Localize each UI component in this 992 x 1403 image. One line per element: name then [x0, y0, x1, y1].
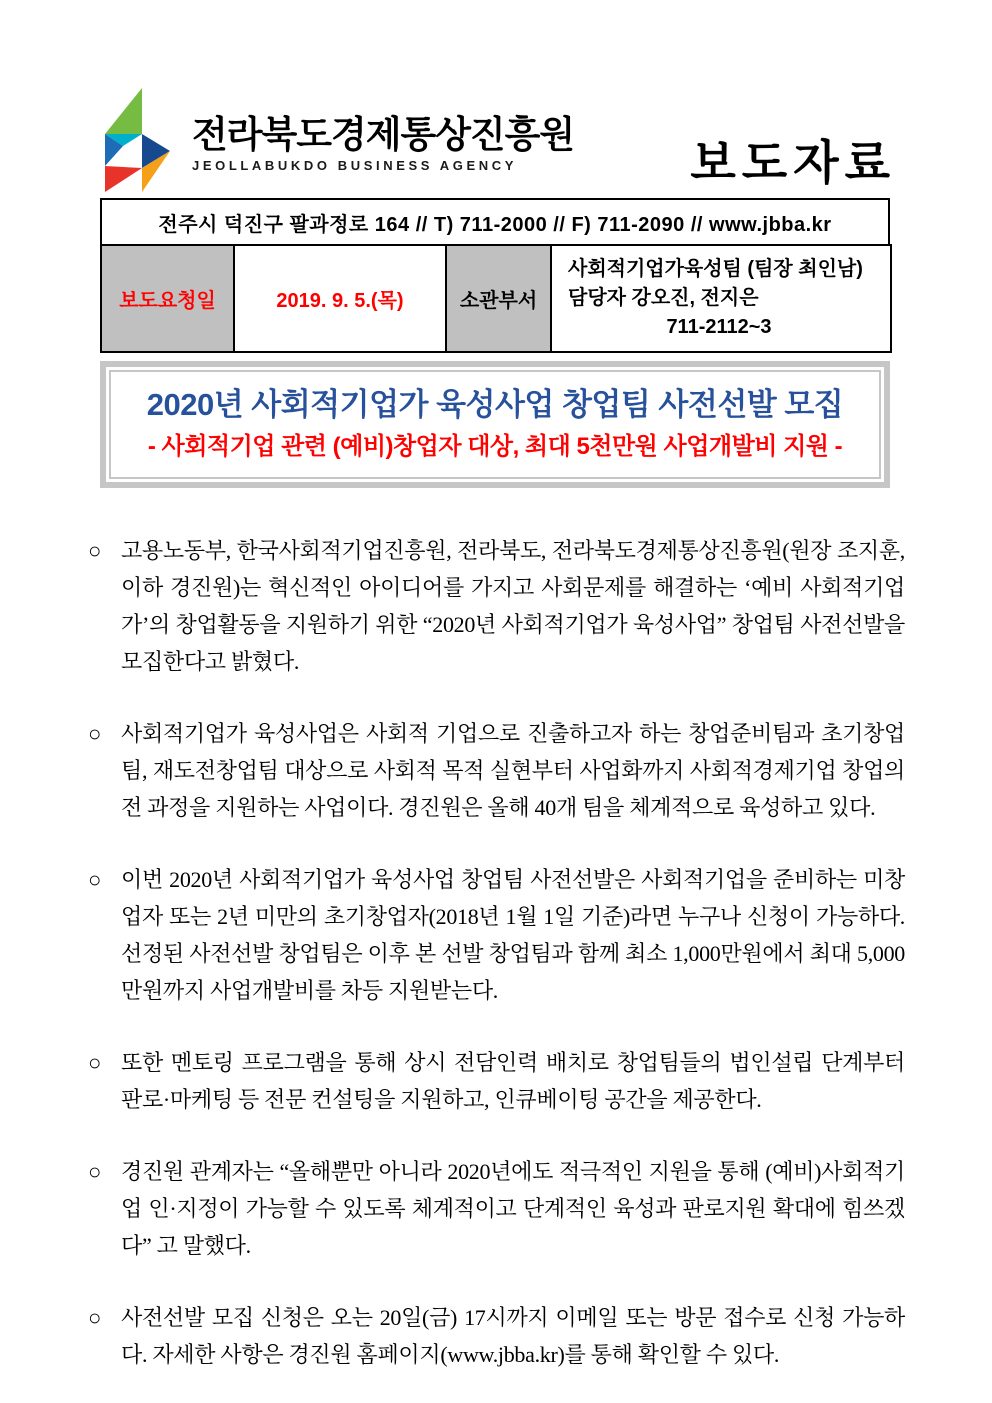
paragraph-text: 이번 2020년 사회적기업가 육성사업 창업팀 사전선발은 사회적기업을 준비하는 미창업자 또는 2년 미만의 초기창업자(2018년 1월 1일 기준)라면 누구나 신청이 가능하다. 선정된 사전선발 창업팀은 이후 본 선발 창업팀과 함께 최소 1,000만원에서 최대 5,000만원까지 사업개발비를 차등 지원받는다.: [121, 867, 905, 1003]
agency-logo-icon: [100, 88, 178, 194]
department-contacts: 담당자 강오진, 전지은: [568, 287, 759, 309]
headline: 2020년 사회적기업가 육성사업 창업팀 사전선발 모집: [146, 387, 844, 422]
agency-logo-text: [192, 109, 574, 173]
paragraph-bullet: ○: [88, 867, 102, 892]
paragraph-text: 사전선발 모집 신청은 오는 20일(금) 17시까지 이메일 또는 방문 접수로 신청 가능하다. 자세한 사항은 경진원 홈페이지(www.jbba.kr)를 통해 확인할 수 있다.: [121, 1305, 905, 1367]
paragraph-text: 사회적기업가 육성사업은 사회적 기업으로 진출하고자 하는 창업준비팀과 초기창업팀, 재도전창업팀 대상으로 사회적 목적 실현부터 사업화까지 사회적경제기업 창업의 전 과정을 지원하는 사업이다. 경진원은 올해 40개 팀을 체계적으로 육성하고 있다.: [121, 721, 905, 820]
body-paragraph: [88, 532, 905, 680]
request-date-value: 2019. 9. 5.(목): [234, 245, 446, 352]
department-label: 소관부서: [446, 245, 551, 352]
body-paragraph: [88, 861, 905, 1009]
paragraph-text: 또한 멘토링 프로그램을 통해 상시 전담인력 배치로 창업팀들의 법인설립 단계부터 판로·마케팅 등 전문 컨설팅을 지원하고, 인큐베이팅 공간을 제공한다.: [121, 1050, 905, 1112]
press-info-row: [101, 245, 891, 352]
department-team: 사회적기업가육성팀 (팀장 최인남): [568, 258, 863, 280]
body-paragraph: [88, 1299, 905, 1373]
body-paragraph: [88, 1044, 905, 1118]
paragraph-text: 고용노동부, 한국사회적기업진흥원, 전라북도, 전라북도경제통상진흥원(원장 조지훈, 이하 경진원)는 혁신적인 아이디어를 가지고 사회문제를 해결하는 ‘예비 사회적기업가’의 창업활동을 지원하기 위한 “2020년 사회적기업가 육성사업” 창업팀 사전선발을 모집한다고 밝혔다.: [121, 538, 905, 674]
press-info-table: [100, 244, 892, 353]
headline-box-inner: [109, 370, 881, 479]
paragraph-bullet: ○: [88, 721, 102, 746]
paragraph-bullet: ○: [88, 538, 102, 563]
body-paragraph: [88, 715, 905, 826]
department-phone: 711-2112~3: [666, 316, 772, 338]
paragraph-bullet: ○: [88, 1050, 102, 1075]
address-bar: [100, 198, 890, 246]
paragraph-text: 경진원 관계자는 “올해뿐만 아니라 2020년에도 적극적인 지원을 통해 (예비)사회적기업 인·지정이 가능할 수 있도록 체계적이고 단계적인 육성과 판로지원 확대에 힘쓰겠다” 고 말했다.: [121, 1159, 905, 1258]
subheadline: - 사회적기업 관련 (예비)창업자 대상, 최대 5천만원 사업개발비 지원 -: [147, 433, 843, 460]
paragraph-bullet: ○: [88, 1159, 102, 1184]
logo-triangle-red: [105, 166, 142, 192]
agency-name-english: JEOLLABUKDO BUSINESS AGENCY: [192, 158, 517, 173]
agency-name-korean: 전라북도경제통상진흥원: [192, 114, 575, 155]
body-text: [88, 532, 905, 1373]
body-paragraph: [88, 1153, 905, 1264]
paragraph-bullet: ○: [88, 1305, 102, 1330]
agency-logo: [100, 88, 574, 194]
headline-box: [100, 361, 890, 488]
request-date-label: 보도요청일: [101, 245, 234, 352]
document-type-title: 보도자료: [690, 136, 896, 189]
logo-triangle-green: [105, 88, 142, 134]
address-text: 전주시 덕진구 팔과정로 164 // T) 711-2000 // F) 711-2090 // www.jbba.kr: [158, 214, 832, 236]
masthead: [100, 88, 896, 194]
department-info: [551, 245, 891, 352]
